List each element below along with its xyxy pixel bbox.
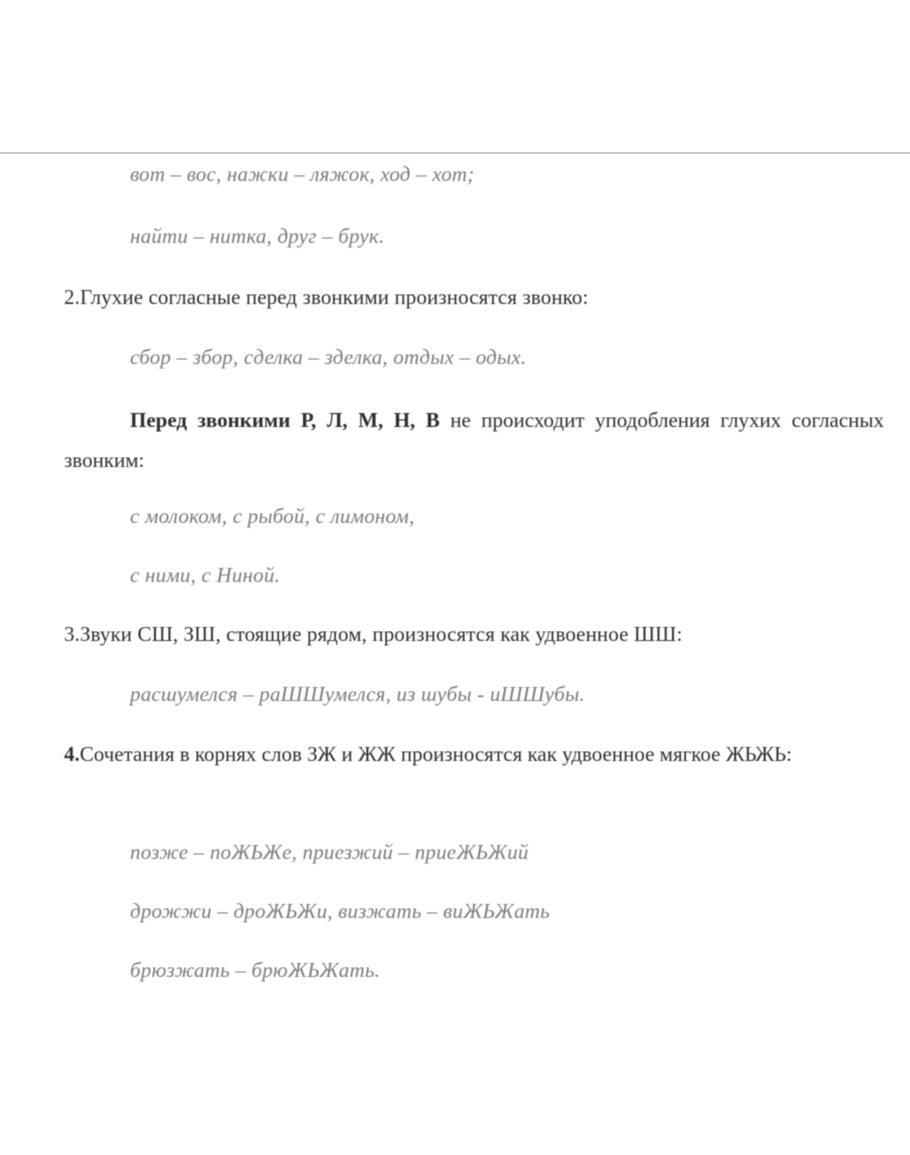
rule-4-text: Сочетания в корнях слов ЗЖ и ЖЖ произносятся как удвоенное мягкое ЖЬЖЬ: [79,742,792,766]
note-text: не происходит уподобления глухих согласных звонким: [64,408,885,472]
note-paragraph [64,400,884,480]
rule-2-number: 2. [64,285,80,309]
example-line: найти – нитка, друг – брук. [130,224,385,248]
example-line: с молоком, с рыбой, с лимоном, [130,504,415,528]
rule-3-text: Звуки СШ, ЗШ, стоящие рядом, произносятся как удвоенное ШШ: [79,622,683,646]
rule-4-number: 4. [64,742,80,766]
example-line: с ними, с Ниной. [130,563,280,587]
rule-2 [64,283,588,311]
example-line: расшумелся – раШШумелся, из шубы - иШШубы. [130,682,585,706]
example-line: брюзжать – брюЖЬЖать. [130,958,381,982]
example-line: дрожжи – дроЖЬЖи, визжать – виЖЬЖать [130,899,550,923]
note-letters: Р, Л, М, Н, В [300,408,440,432]
example-line: позже – поЖЬЖе, приезжий – приеЖЬЖий [130,840,529,864]
example-line: сбор – збор, сделка – зделка, отдых – одых. [130,345,527,369]
rule-3-number: 3. [64,622,80,646]
note-prefix: Перед звонкими [130,408,301,432]
rule-3 [64,620,682,648]
rule-4 [64,734,884,774]
rule-2-text: Глухие согласные перед звонкими произносятся звонко: [79,285,589,309]
page-top-border [0,152,910,154]
example-line: вот – вос, нажки – ляжок, ход – хот; [130,162,475,186]
